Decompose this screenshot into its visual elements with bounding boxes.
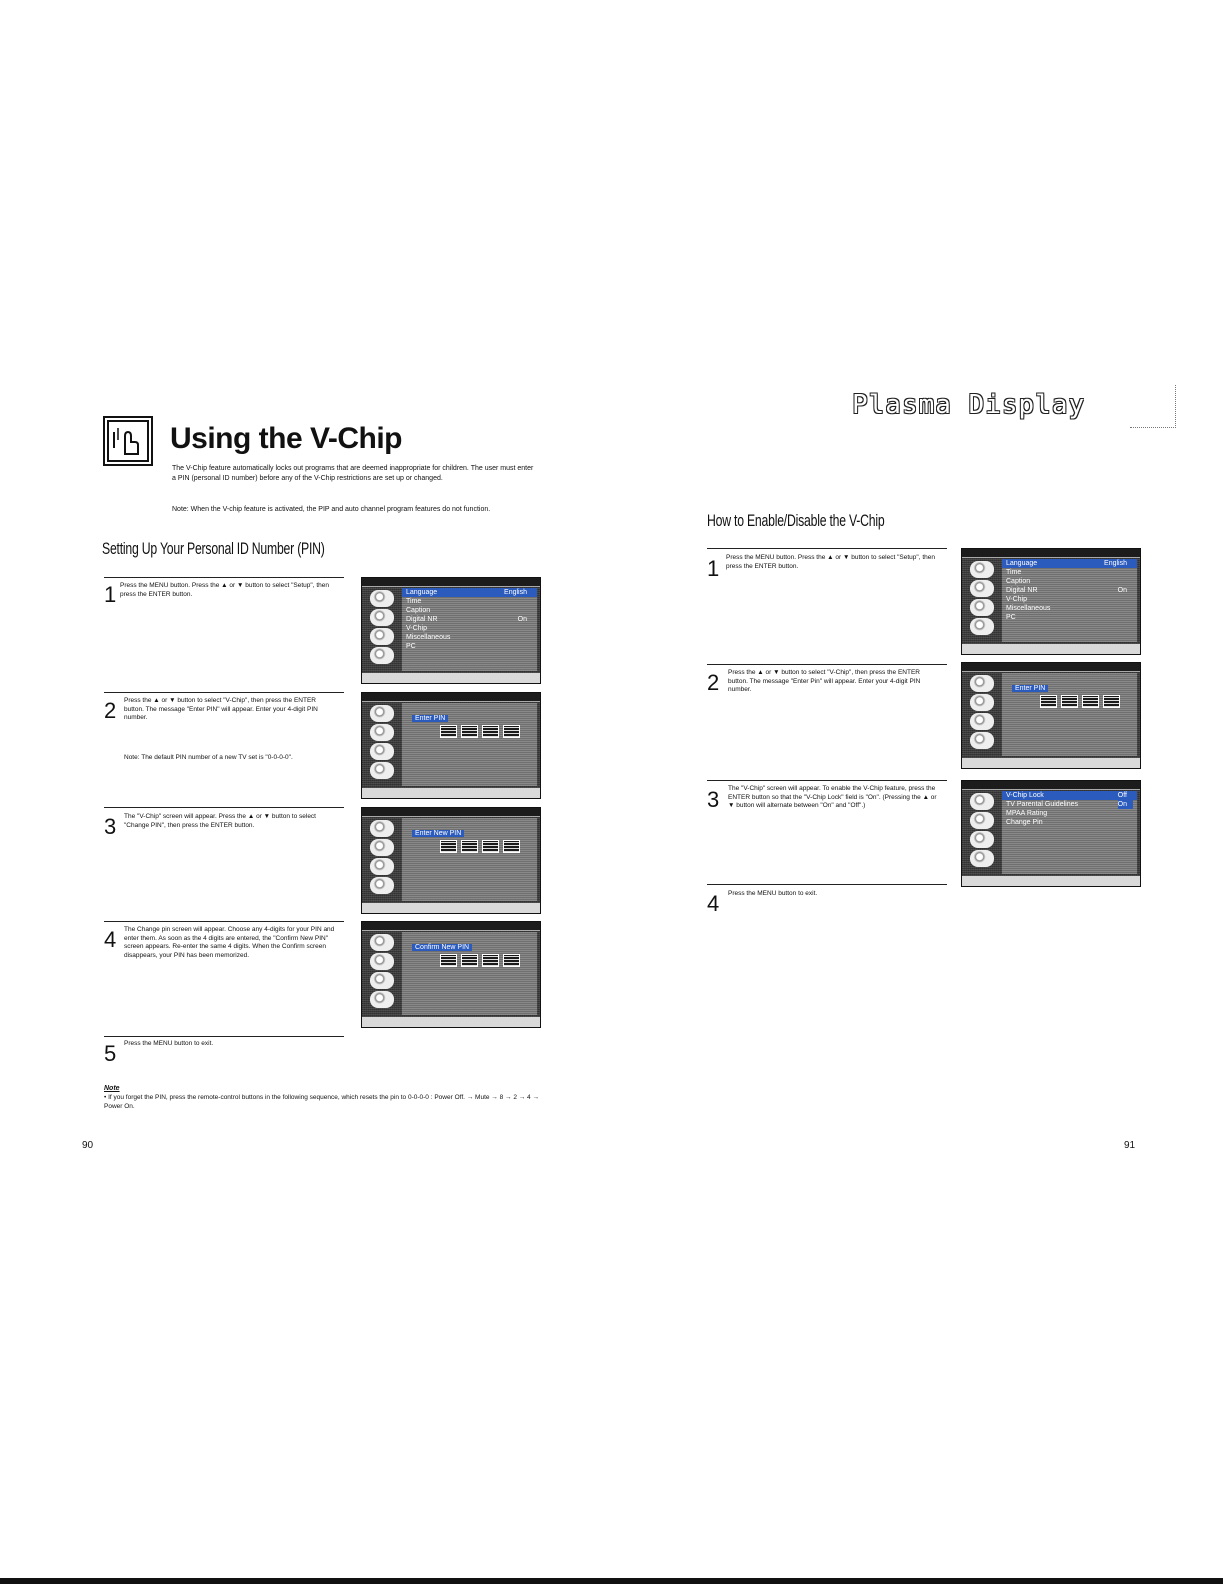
page-number-right: 91 [1124, 1140, 1136, 1151]
bottom-border [0, 1578, 1223, 1584]
step-divider [104, 692, 344, 693]
step-text: Press the MENU button to exit. [728, 890, 818, 897]
corner-dots-decoration [1130, 385, 1176, 428]
enter-pin-label: Enter PIN [1012, 685, 1048, 692]
page-number-left: 90 [82, 1140, 94, 1151]
step-number: 1 [104, 582, 117, 607]
step-divider [707, 664, 947, 665]
step-divider [707, 780, 947, 781]
menu-item-miscellaneous: Miscellaneous [1006, 605, 1051, 612]
intro-note: Note: When the V-chip feature is activated, the PIP and auto channel program features do not function. [172, 506, 491, 513]
section-heading-pin: Setting Up Your Personal ID Number (PIN) [102, 539, 325, 558]
brand-header: Plasma Display [852, 390, 1086, 420]
step-text: The "V-Chip" screen will appear. Press the ▲ or ▼ button to select "Change PIN", then press the ENTER button. [124, 813, 316, 829]
step-number: 2 [707, 670, 720, 695]
step-divider [104, 1036, 344, 1037]
menu-item-time: Time [406, 598, 422, 605]
step-number: 3 [104, 814, 117, 839]
menu-item-digital-nr: Digital NR On [1006, 587, 1127, 594]
menu-item-time: Time [1006, 569, 1022, 576]
menu-item-vchip-lock: V-Chip Lock Off [1002, 791, 1137, 800]
step-note: Note: The default PIN number of a new TV set is "0-0-0-0". [124, 754, 293, 761]
menu-item-vchip: V-Chip [406, 625, 428, 632]
tv-screen-enter-new-pin [361, 807, 541, 914]
step-divider [707, 548, 947, 549]
enter-new-pin-label: Enter New PIN [412, 830, 464, 837]
step-divider [104, 807, 344, 808]
menu-item-caption: Caption [1006, 578, 1031, 585]
step-text: Press the MENU button. Press the ▲ or ▼ button to select "Setup", then press the ENTER button. [120, 582, 329, 598]
tv-screen-setup-menu-right [961, 548, 1141, 655]
menu-item-mpaa-rating: MPAA Rating [1006, 810, 1048, 817]
step-divider [707, 884, 947, 885]
note-heading: Note [104, 1085, 120, 1092]
step-text: Press the MENU button to exit. [124, 1040, 214, 1047]
step-text: Press the ▲ or ▼ button to select "V-Chip", then press the ENTER button. The message "Enter Pin" will appear. Enter your 4-digit PIN number. [728, 669, 921, 693]
step-number: 3 [707, 787, 720, 812]
step-number: 5 [104, 1041, 117, 1066]
page-title: Using the V-Chip [170, 422, 402, 455]
menu-item-language: Language English [402, 588, 537, 597]
step-text: The Change pin screen will appear. Choose any 4-digits for your PIN and enter them. As soon as the 4 digits are entered, the "Confirm New PIN" screen appears. Re-enter the same 4 digits. When the Confirm screen disappears, your PIN has been memorized. [124, 926, 335, 959]
step-number: 2 [104, 698, 117, 723]
tv-screen-confirm-new-pin [361, 921, 541, 1028]
menu-item-pc: PC [1006, 614, 1016, 621]
vchip-hand-icon [103, 416, 153, 466]
confirm-new-pin-label: Confirm New PIN [412, 944, 472, 951]
step-divider [104, 577, 344, 578]
intro-paragraph: The V-Chip feature automatically locks out programs that are deemed inappropriate for children. The user must enter a PIN (personal ID number) before any of the V-Chip restrictions are set up or changed. [172, 465, 534, 482]
menu-item-caption: Caption [406, 607, 431, 614]
menu-item-vchip: V-Chip [1006, 596, 1028, 603]
menu-item-language: Language English [1002, 559, 1137, 568]
tv-screen-enter-pin-right [961, 662, 1141, 769]
step-text: Press the MENU button. Press the ▲ or ▼ button to select "Setup", then press the ENTER button. [726, 554, 935, 570]
menu-item-digital-nr: Digital NR On [406, 616, 527, 623]
step-number: 1 [707, 556, 720, 581]
step-number: 4 [707, 891, 720, 916]
section-heading-enable: How to Enable/Disable the V-Chip [707, 511, 885, 530]
step-number: 4 [104, 927, 117, 952]
step-divider [104, 921, 344, 922]
tv-screen-setup-menu [361, 577, 541, 684]
note-text: • If you forget the PIN, press the remote-control buttons in the following sequence, which resets the pin to 0-0-0-0 : Power Off. → Mute → 8 → 2 → 4 → Power On. [104, 1094, 539, 1110]
enter-pin-label: Enter PIN [412, 715, 448, 722]
step-text: The "V-Chip" screen will appear. To enable the V-Chip feature, press the ENTER button so that the "V-Chip Lock" field is "On". (Pressing the ▲ or ▼ button will alternate between "On" and "Off".) [728, 785, 937, 809]
menu-item-change-pin: Change Pin [1006, 819, 1043, 826]
tv-screen-vchip-menu [961, 780, 1141, 887]
menu-item-miscellaneous: Miscellaneous [406, 634, 451, 641]
tv-screen-enter-pin [361, 692, 541, 799]
menu-item-pc: PC [406, 643, 416, 650]
menu-item-tv-parental-guidelines: TV Parental Guidelines On [1002, 800, 1137, 809]
step-text: Press the ▲ or ▼ button to select "V-Chip", then press the ENTER button. The message "Enter PIN" will appear. Enter your 4-digit PIN number. [124, 697, 318, 721]
